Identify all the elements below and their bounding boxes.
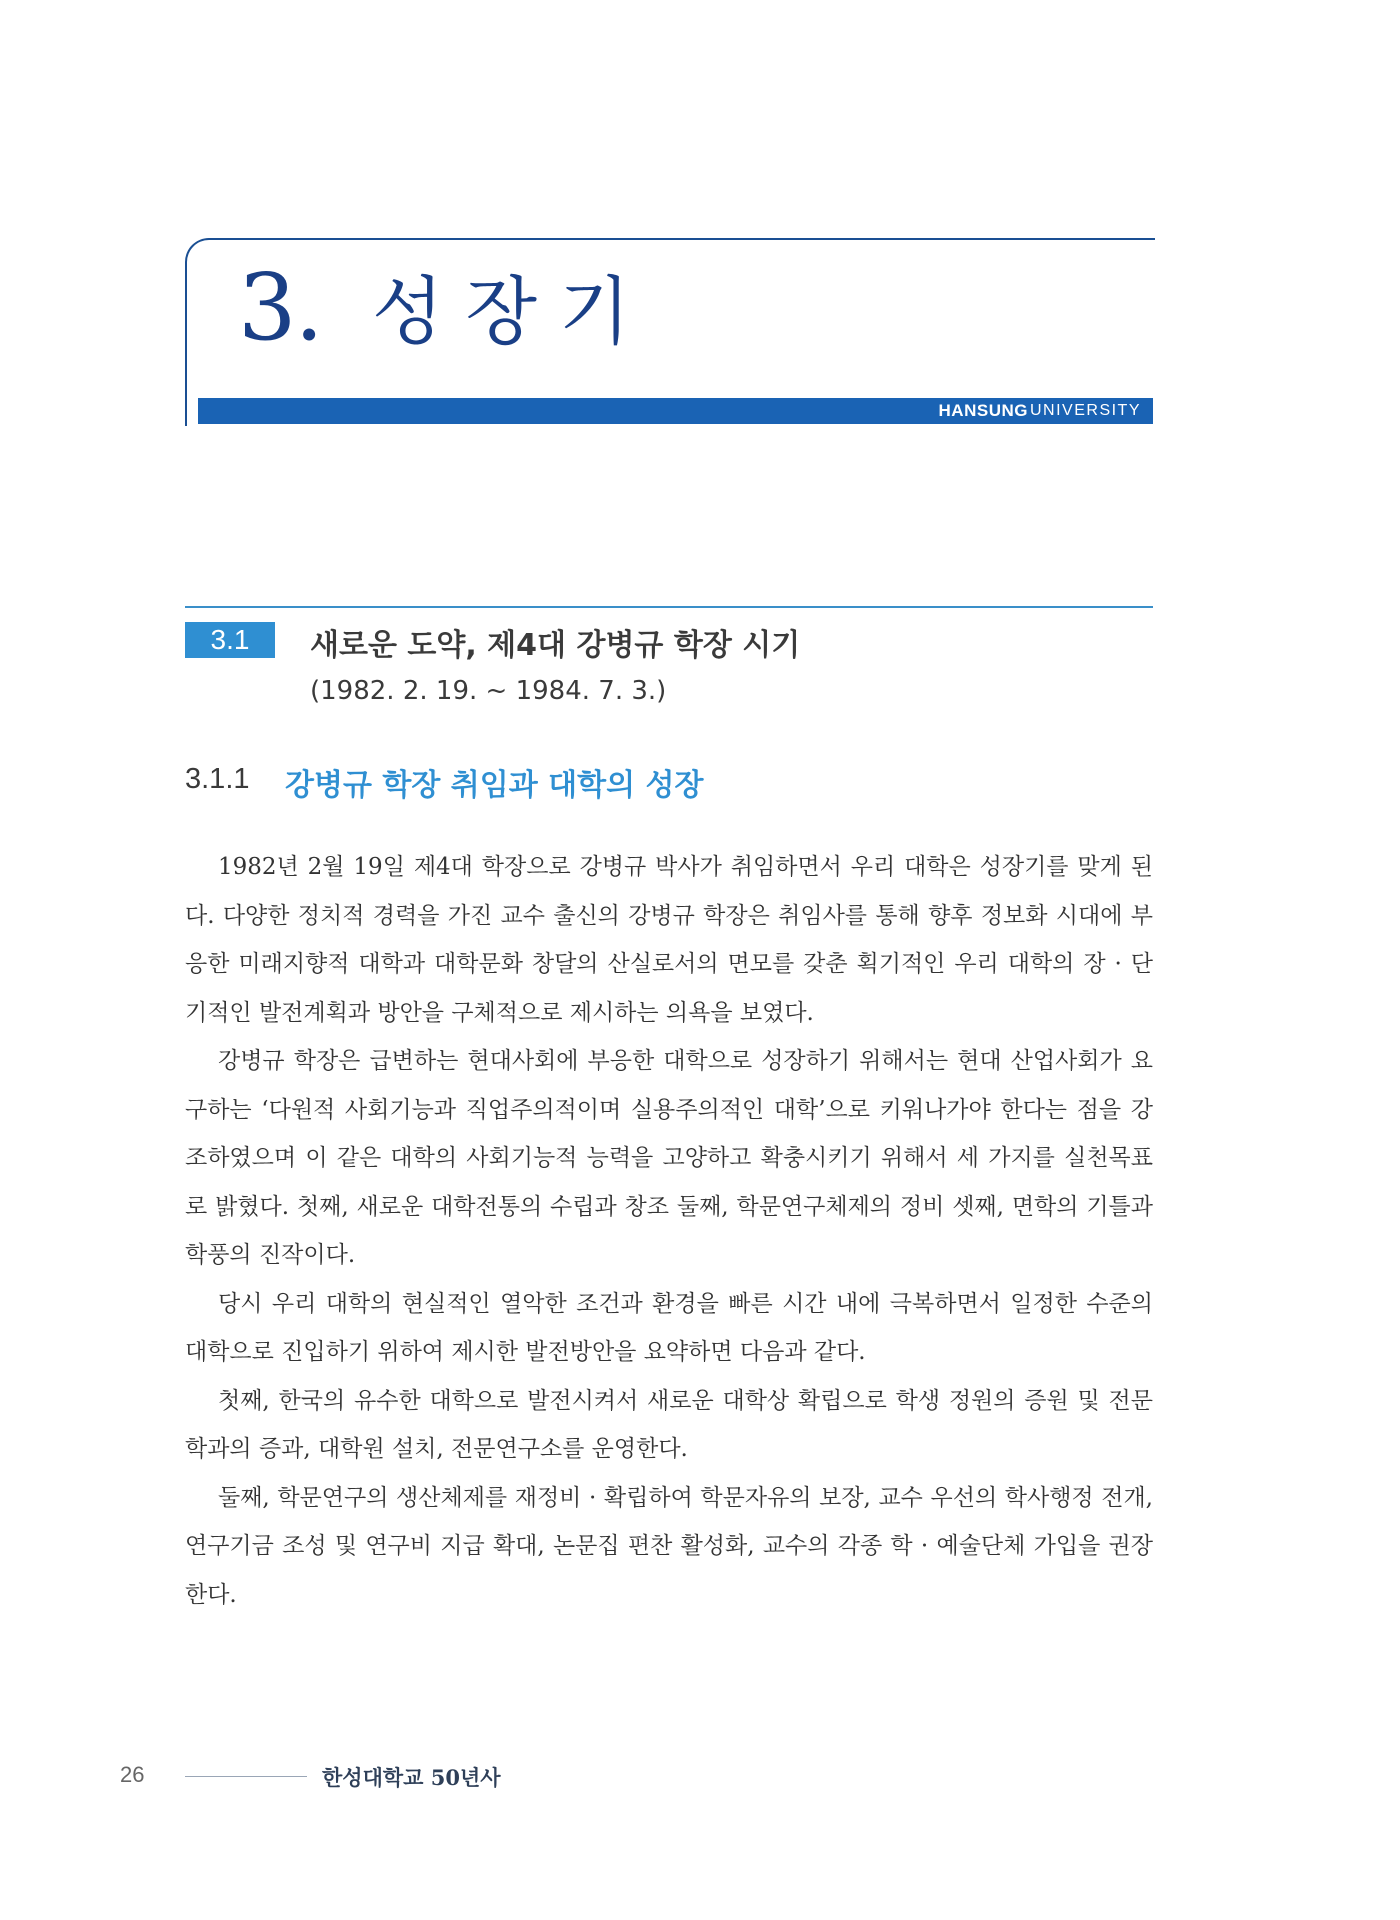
section-divider (185, 606, 1153, 608)
brand-bar (198, 398, 1153, 424)
paragraph: 강병규 학장은 급변하는 현대사회에 부응한 대학으로 성장하기 위해서는 현대 산업사회가 요구하는 ‘다원적 사회기능과 직업주의적이며 실용주의적인 대학’으로 키워나가야 한다는 점을 강조하였으며 이 같은 대학의 사회기능적 능력을 고양하고 확충시키기 위해서 세 가지를 실천목표로 밝혔다. 첫째, 새로운 대학전통의 수립과 창조 둘째, 학문연구체제의 정비 셋째, 면학의 기틀과 학풍의 진작이다. (185, 1048, 1153, 1268)
footer-divider (185, 1776, 307, 1777)
section-title: 새로운 도약, 제4대 강병규 학장 시기 (310, 628, 801, 663)
chapter-number: 3. (238, 254, 322, 361)
paragraph: 둘째, 학문연구의 생산체제를 재정비 · 확립하여 학문자유의 보장, 교수 우선의 학사행정 전개, 연구기금 조성 및 연구비 지급 확대, 논문집 편찬 활성화, 교수의 각종 학 · 예술단체 가입을 권장한다. (185, 1484, 1153, 1608)
paragraph: 1982년 2월 19일 제4대 학장으로 강병규 박사가 취임하면서 우리 대학은 성장기를 맞게 된다. 다양한 정치적 경력을 가진 교수 출신의 강병규 학장은 취임사를 통해 향후 정보화 시대에 부응한 미래지향적 대학과 대학문화 창달의 산실로서의 면모를 갖춘 획기적인 우리 대학의 장 · 단기적인 발전계획과 방안을 구체적으로 제시하는 의욕을 보였다. (185, 854, 1153, 1026)
brand-name-light: UNIVERSITY (1029, 402, 1141, 419)
brand-name-bold: HANSUNG (938, 401, 1028, 420)
page-number: 26 (120, 1762, 145, 1787)
chapter-title: 성장기 (372, 269, 653, 355)
subsection-number: 3.1.1 (185, 763, 250, 795)
paragraph: 당시 우리 대학의 현실적인 열악한 조건과 환경을 빠른 시간 내에 극복하면서 일정한 수준의 대학으로 진입하기 위하여 제시한 발전방안을 요약하면 다음과 같다. (185, 1290, 1153, 1365)
section-number-badge: 3.1 (185, 622, 275, 658)
section-dates: (1982. 2. 19. ~ 1984. 7. 3.) (310, 676, 667, 706)
body-text (185, 843, 1153, 1619)
subsection-title: 강병규 학장 취임과 대학의 성장 (285, 768, 704, 803)
footer-book-title: 한성대학교 50년사 (322, 1765, 501, 1790)
paragraph: 첫째, 한국의 유수한 대학으로 발전시켜서 새로운 대학상 확립으로 학생 정원의 증원 및 전문학과의 증과, 대학원 설치, 전문연구소를 운영한다. (185, 1387, 1153, 1462)
